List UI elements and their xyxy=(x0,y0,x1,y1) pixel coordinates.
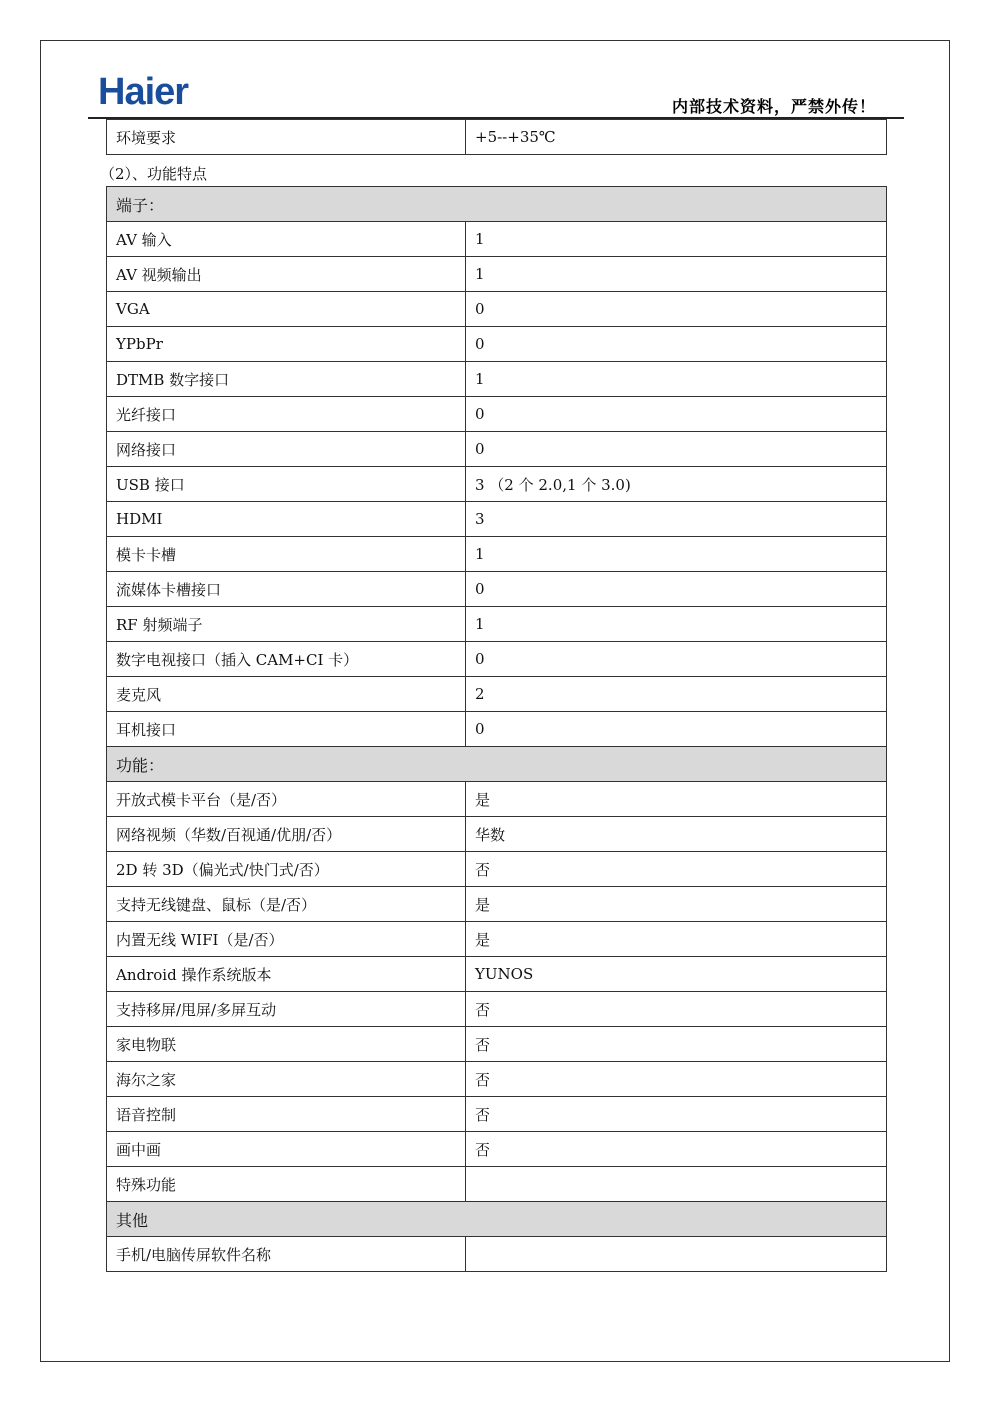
table-row xyxy=(107,642,887,677)
row-value: YUNOS xyxy=(466,957,887,992)
table-row xyxy=(107,432,887,467)
row-value: 否 xyxy=(466,852,887,887)
row-label: 海尔之家 xyxy=(107,1062,466,1097)
row-label: 支持无线键盘、鼠标（是/否） xyxy=(107,887,466,922)
table-row xyxy=(107,257,887,292)
table-row xyxy=(107,992,887,1027)
section-header-row xyxy=(107,1202,887,1237)
table-row xyxy=(107,362,887,397)
row-value: 否 xyxy=(466,1027,887,1062)
row-value: 否 xyxy=(466,1132,887,1167)
row-value: 0 xyxy=(466,397,887,432)
row-value xyxy=(466,1237,887,1272)
row-value: 0 xyxy=(466,327,887,362)
features-body xyxy=(107,187,887,1272)
table-row xyxy=(107,782,887,817)
row-label: VGA xyxy=(107,292,466,327)
section-header-row xyxy=(107,747,887,782)
row-value: 是 xyxy=(466,782,887,817)
table-row xyxy=(107,397,887,432)
section-title: 功能： xyxy=(107,747,887,782)
table-row xyxy=(107,677,887,712)
haier-logo xyxy=(98,72,210,110)
table-row xyxy=(107,222,887,257)
row-label: 麦克风 xyxy=(107,677,466,712)
row-label: HDMI xyxy=(107,502,466,537)
table-row xyxy=(107,817,887,852)
table-row xyxy=(107,327,887,362)
row-label: 特殊功能 xyxy=(107,1167,466,1202)
section-header-row xyxy=(107,187,887,222)
row-label: YPbPr xyxy=(107,327,466,362)
row-value: 1 xyxy=(466,537,887,572)
row-value: 0 xyxy=(466,712,887,747)
row-value: 否 xyxy=(466,992,887,1027)
row-label: 开放式模卡平台（是/否） xyxy=(107,782,466,817)
table-row xyxy=(107,852,887,887)
section-subheading: （2）、功能特点 xyxy=(100,165,208,183)
row-label: 支持移屏/甩屏/多屏互动 xyxy=(107,992,466,1027)
table-row xyxy=(107,712,887,747)
row-value: 0 xyxy=(466,292,887,327)
row-value: 3 xyxy=(466,502,887,537)
table-row xyxy=(107,502,887,537)
table-row xyxy=(107,537,887,572)
row-label: 光纤接口 xyxy=(107,397,466,432)
row-label: 网络视频（华数/百视通/优朋/否） xyxy=(107,817,466,852)
row-label: 内置无线 WIFI（是/否） xyxy=(107,922,466,957)
row-value: 0 xyxy=(466,432,887,467)
table-row xyxy=(107,292,887,327)
svg-text:Haier: Haier xyxy=(98,72,189,110)
row-label: 环境要求 xyxy=(107,120,466,155)
row-label: DTMB 数字接口 xyxy=(107,362,466,397)
row-value: 1 xyxy=(466,222,887,257)
row-value: 3 （2 个 2.0,1 个 3.0) xyxy=(466,467,887,502)
row-value: 0 xyxy=(466,642,887,677)
environment-table xyxy=(106,119,887,155)
row-label: 手机/电脑传屏软件名称 xyxy=(107,1237,466,1272)
row-label: RF 射频端子 xyxy=(107,607,466,642)
row-label: Android 操作系统版本 xyxy=(107,957,466,992)
row-value: 是 xyxy=(466,887,887,922)
row-value: 1 xyxy=(466,362,887,397)
row-label: USB 接口 xyxy=(107,467,466,502)
row-label: 流媒体卡槽接口 xyxy=(107,572,466,607)
row-value: 0 xyxy=(466,572,887,607)
row-label: 语音控制 xyxy=(107,1097,466,1132)
row-value: 否 xyxy=(466,1062,887,1097)
row-label: 耳机接口 xyxy=(107,712,466,747)
section-title: 端子： xyxy=(107,187,887,222)
section-title: 其他 xyxy=(107,1202,887,1237)
table-row xyxy=(107,607,887,642)
row-value: +5--+35℃ xyxy=(466,120,887,155)
table-row xyxy=(107,1027,887,1062)
table-row xyxy=(107,1237,887,1272)
row-label: 数字电视接口（插入 CAM+CI 卡） xyxy=(107,642,466,677)
table-row xyxy=(107,1167,887,1202)
row-label: 网络接口 xyxy=(107,432,466,467)
confidential-notice: 内部技术资料，严禁外传！ xyxy=(671,97,876,116)
table-row xyxy=(107,120,887,155)
table-row xyxy=(107,1062,887,1097)
table-row xyxy=(107,1132,887,1167)
table-row xyxy=(107,467,887,502)
table-row xyxy=(107,957,887,992)
row-label: 模卡卡槽 xyxy=(107,537,466,572)
row-label: 画中画 xyxy=(107,1132,466,1167)
row-value: 1 xyxy=(466,257,887,292)
row-value: 1 xyxy=(466,607,887,642)
table-row xyxy=(107,922,887,957)
row-value: 否 xyxy=(466,1097,887,1132)
row-value: 是 xyxy=(466,922,887,957)
features-table xyxy=(106,186,887,1272)
row-label: AV 输入 xyxy=(107,222,466,257)
row-value xyxy=(466,1167,887,1202)
row-label: 2D 转 3D（偏光式/快门式/否） xyxy=(107,852,466,887)
row-label: 家电物联 xyxy=(107,1027,466,1062)
row-label: AV 视频输出 xyxy=(107,257,466,292)
row-value: 2 xyxy=(466,677,887,712)
table-row xyxy=(107,1097,887,1132)
table-row xyxy=(107,887,887,922)
row-value: 华数 xyxy=(466,817,887,852)
table-row xyxy=(107,572,887,607)
